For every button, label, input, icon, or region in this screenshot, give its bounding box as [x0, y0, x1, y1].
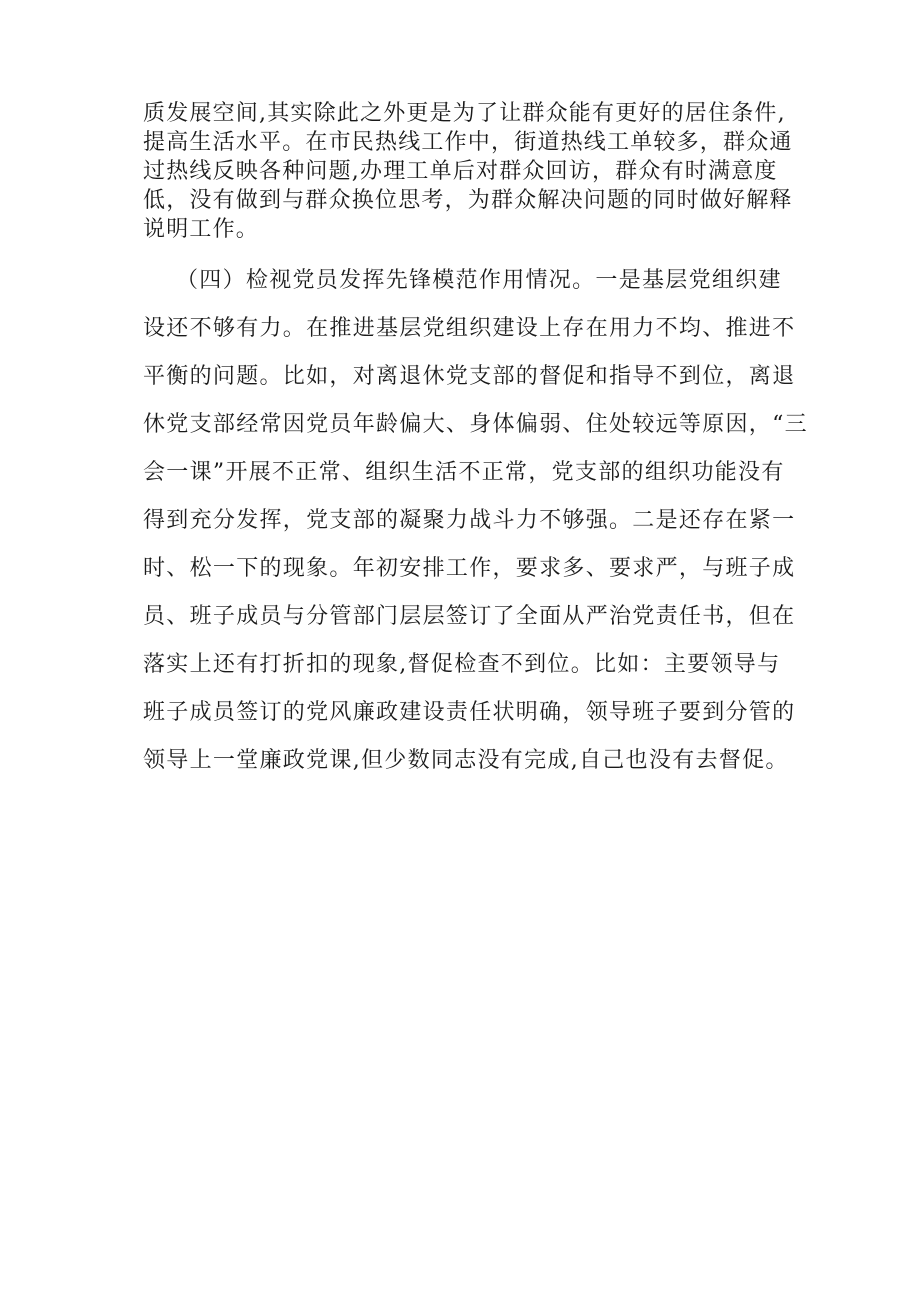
paragraph-1-line: 过热线反映各种问题,办理工单后对群众回访，群众有时满意度 [143, 159, 778, 184]
paragraph-1-line: 质发展空间,其实除此之外更是为了让群众能有更好的居住条件, [143, 101, 786, 126]
paragraph-2-line: 员、班子成员与分管部门层层签订了全面从严治党责任书，但在 [143, 604, 796, 629]
paragraph-1-line: 低，没有做到与群众换位思考，为群众解决问题的同时做好解释 [143, 188, 793, 213]
paragraph-2-line: 领导上一堂廉政党课,但少数同志没有完成,自己也没有去督促。 [143, 748, 789, 773]
paragraph-2-line: 班子成员签订的党风廉政建设责任状明确，领导班子要到分管的 [143, 700, 796, 725]
paragraph-2-line: 休党支部经常因党员年龄偏大、身体偏弱、住处较远等原因，“三 [143, 412, 808, 437]
paragraph-2-line: 会一课”开展不正常、组织生活不正常，党支部的组织功能没有 [143, 460, 785, 485]
paragraph-2-line: （四）检视党员发挥先锋模范作用情况。一是基层党组织建 [176, 268, 782, 293]
paragraph-1-line: 提高生活水平。在市民热线工作中，街道热线工单较多，群众通 [143, 130, 793, 155]
paragraph-2-line: 时、松一下的现象。年初安排工作，要求多、要求严，与班子成 [143, 556, 796, 581]
paragraph-2-line: 设还不够有力。在推进基层党组织建设上存在用力不均、推进不 [143, 316, 796, 341]
paragraph-1-line: 说明工作。 [143, 217, 260, 242]
paragraph-2-line: 平衡的问题。比如，对离退休党支部的督促和指导不到位，离退 [143, 364, 796, 389]
paragraph-2-line: 得到充分发挥，党支部的凝聚力战斗力不够强。二是还存在紧一 [143, 508, 796, 533]
paragraph-2-line: 落实上还有打折扣的现象,督促检查不到位。比如：主要领导与 [143, 652, 781, 677]
